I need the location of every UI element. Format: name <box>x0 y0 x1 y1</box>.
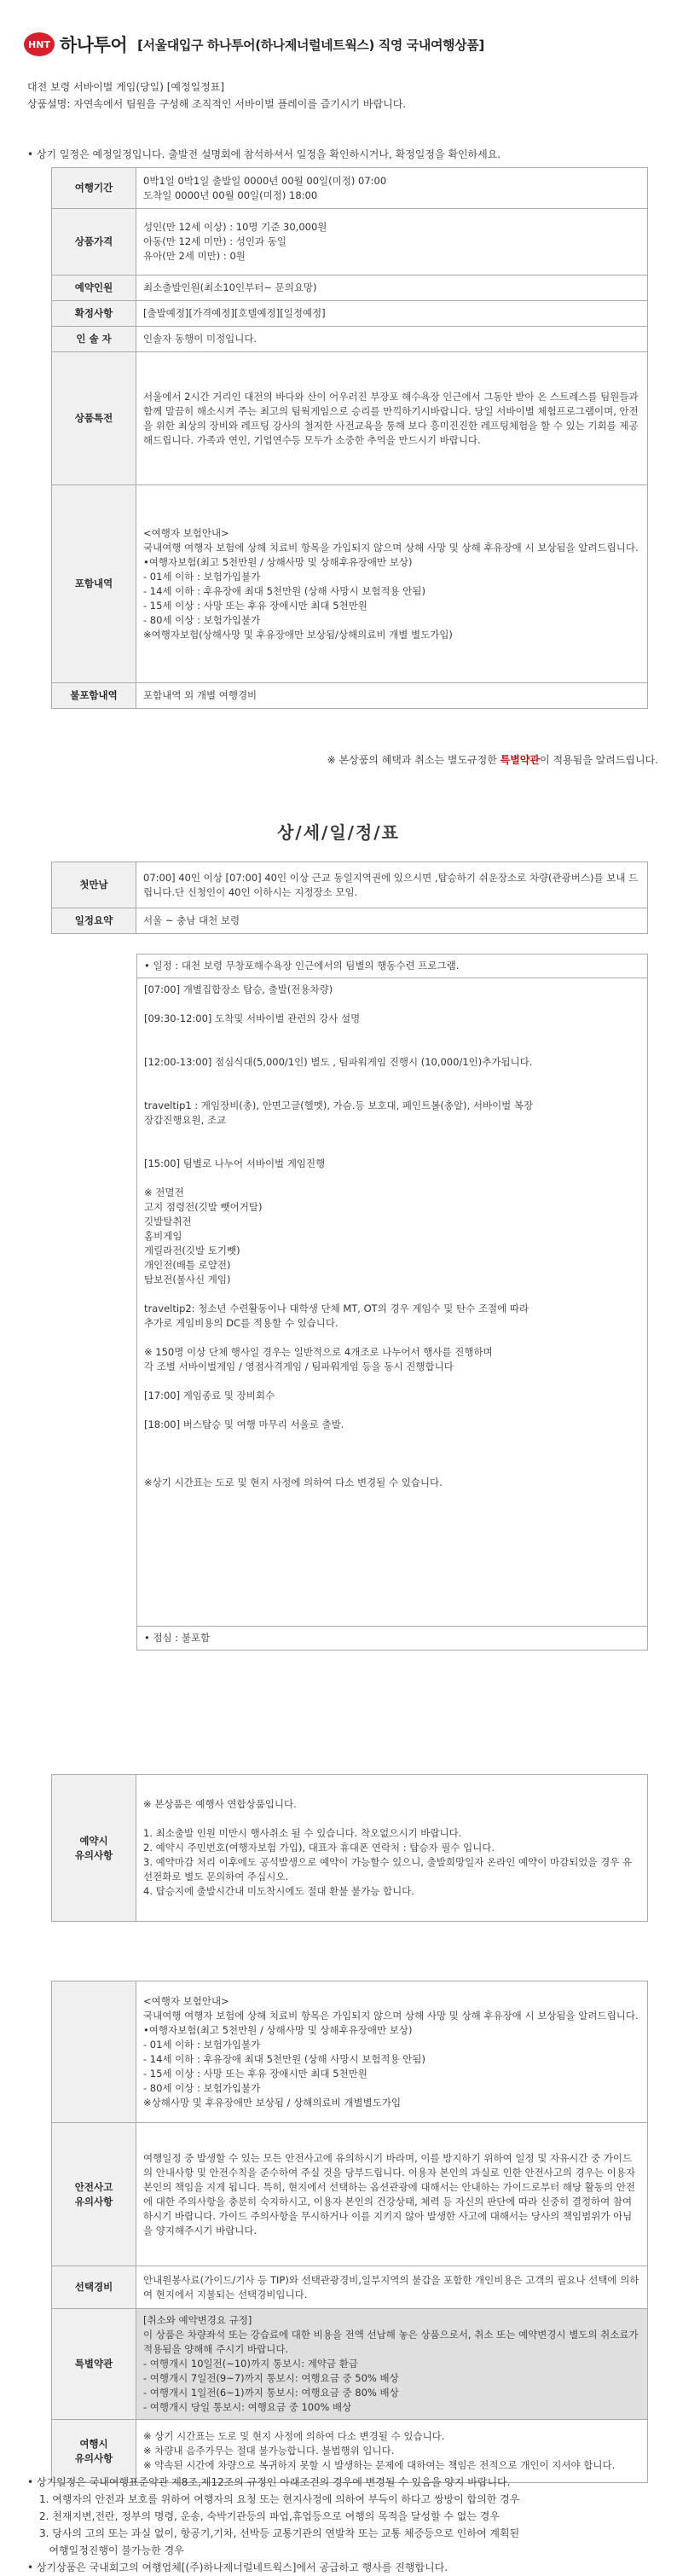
option-value: 안내원봉사료(가이드/기사 등 TIP)와 선택관광경비,일부지역의 불갑을 포함한 개인비용은 고객의 필요나 선택에 의하여 현지에서 지불되는 선택경비입니다. <box>136 2266 648 2309</box>
price-label: 상품가격 <box>52 209 136 276</box>
feature-value: 서울에서 2시간 거리인 대전의 바다와 산이 어우러진 부장포 해수욕장 인근에서 그동안 받아 온 스트레스를 팀원들과 함께 말끔히 해소시켜 주는 최고의 팀웍게임으로 승리를 만끽하기시바랍니다. 당일 서바이벌 체험프로그램이며, 안전을 위한 최상의 장비와 레프팅 강사의 철저한 사전교육을 통해 보다 흥미진진한 레프팅체험을 할 수 있는 기회를 제공해드립니다. 가족과 연인, 기업연수등 모두가 소중한 추억을 만드시기 바랍니다. <box>136 352 648 485</box>
reservation-notes-value: ※ 본상품은 예행사 연합상품입니다. 1. 최소출발 인원 미만시 행사취소 될 수 있습니다. 착오없으시기 바랍니다. 2. 예약시 주민번호(여행자보험 가입), 대표자 휴대폰 연락처 : 탑승자 필수 입니다. 3. 예약마감 처리 이후에도 공석발생으로 예약이 가능할수 있으니, 출발희망일자 온라인 예약이 마감되었을 경우 유선전화로 별도 문의하여 주십시오. 4. 탑승지에 출발시간내 미도착시에도 절대 환불 불가능 합니다. <box>136 1775 648 1922</box>
footer-line-1: • 상기일정은 국내여행표준약관 제8조,제12조의 규정인 아래조건의 경우에 변경될 수 있음을 양지 바랍니다. <box>27 2476 511 2488</box>
exclude-label: 불포함내역 <box>52 683 136 709</box>
info-table <box>51 167 648 709</box>
schedule-header: • 일정 : 대천 보령 무창포해수욕장 인근에서의 팀별의 행동수련 프로그램. <box>137 954 648 978</box>
hnt-logo[interactable]: HNT <box>24 32 55 56</box>
confirm-value: [출발예정][가격예정][호텔예정][일정예정] <box>136 301 648 327</box>
special-terms-highlight[interactable]: 특별약관 <box>500 754 541 766</box>
include-label: 포함내역 <box>52 485 136 683</box>
product-intro <box>27 78 650 113</box>
summary-label: 일정요약 <box>52 908 136 934</box>
include-value: <여행자 보험안내> 국내여행 여행자 보험에 상해 치료비 항목을 가입되지 않으며 상해 사망 및 상해 후유장애 시 보상됨을 알려드립니다. •여행자보험(최고 5천만원 / 상해사망 및 상해후유장애만 보상) - 01세 이하 : 보험가입불가 - 14세 이하 : 후유장애 최대 5천만원 (상해 사망시 보험적용 안됨) - 15세 이상 : 사망 또는 후유 장애시만 최대 5천만원 - 80세 이상 : 보험가입불가 ※여행자보험(상해사망 및 후유장애만 보상됨/상해의료비 개별 별도가입) <box>136 485 648 683</box>
period-value: 0박1일 0박1일 출발일 0000년 00월 00일(미정) 07:00 도착일 0000년 00월 00일(미정) 18:00 <box>136 168 648 209</box>
brand-name[interactable]: 하나투어 <box>60 35 128 55</box>
meal-info: • 점심 : 불포함 <box>137 1627 648 1651</box>
exclude-value: 포함내역 외 개별 여행경비 <box>136 683 648 709</box>
trip-notes-label: 여행시 유의사항 <box>52 2420 136 2483</box>
reservation-value: 최소출발인원(최소10인부터~ 문의요망) <box>136 276 648 301</box>
detail-schedule-title: 상/세/일/정/표 <box>277 822 400 843</box>
terms-table <box>51 1981 648 2483</box>
insurance-value: <여행자 보험안내> 국내여행 여행자 보험에 상해 치료비 항목은 가입되지 않으며 상해 사망 및 상해 후유장애 시 보상됨을 알려드립니다. •여행자보험(최고 5천만원 / 상해사망 및 상해후유장애만 보상) - 01세 이하 : 보험가입불가 - 14세 이하 : 후유장애 최대 5천만원 (상해 사망시 보험적용 안됨) - 15세 이상 : 사망 또는 후유 장애시만 최대 5천만원 - 80세 이상 : 보험가입불가 ※상해사망 및 후유장애만 보상됨 / 상해의료비 개별별도가입 <box>136 1981 648 2123</box>
meet-label: 첫만남 <box>52 862 136 908</box>
footer-line-4: 3. 당사의 고의 또는 과실 없이, 항공기,기차, 선박등 교통기관의 연발착 또는 교통 체증등으로 인하여 계획된 <box>39 2527 520 2539</box>
period-label: 여행기간 <box>52 168 136 209</box>
special-terms-note <box>27 752 658 767</box>
footer-notes <box>27 2474 658 2576</box>
footer-line-3: 2. 천재지변,전란, 정부의 명령, 운송, 숙박기관등의 파업,휴업등으로 여행의 목적을 달성할 수 없는 경우 <box>39 2510 500 2522</box>
price-value: 성인(만 12세 이상) : 10명 기준 30,000원 아동(만 12세 미만) : 성인과 동일 유아(만 2세 미만) : 0원 <box>136 209 648 276</box>
schedule-table <box>136 954 648 1651</box>
header <box>24 27 484 61</box>
page-title: [서울대입구 하나투어(하나제너럴네트웍스) 직영 국내여행상품] <box>137 37 484 53</box>
intro-line-1: 대전 보령 서바이벌 게임(당일) [예정일정표] <box>27 81 225 93</box>
special-note-prefix: ※ 본상품의 혜택과 취소는 별도규정한 <box>327 754 501 766</box>
trip-notes-value: ※ 상기 시간표는 도로 및 현지 사정에 의하여 다소 변경될 수 있습니다. ※ 차량내 음주가무는 절대 불가능합니다. 불법행위 입니다. ※ 약속된 시간에 차량으로 복귀하지 못할 시 발생하는 문제에 대하여는 책임은 전적으로 개인이 지셔야 합니다. <box>136 2420 648 2483</box>
guide-value: 인솔자 동행이 미정입니다. <box>136 327 648 352</box>
insurance-label <box>52 1981 136 2123</box>
safety-value: 여행일정 중 발생할 수 있는 모든 안전사고에 유의하시기 바라며, 이를 방지하기 위하여 일정 및 자유시간 중 가이드의 안내사항 및 안전수칙을 준수하여 주실 것을 당부드립니다. 이용자 본인의 과실로 인한 안전사고의 경우는 이용자 본인의 책임을 지게 됩니다. 특히, 현지에서 선택하는 옵션관광에 대해서는 안내하는 가이드로부터 해당 활동의 안전에 대한 주의사항을 충분히 숙지하시고, 이용자 본인의 건강상태, 체력 등 자신의 판단에 따라 신중히 결정하여 참여하시기 바랍니다. 가이드 주의사항을 무시하거나 이를 지키지 않아 발생한 사고에 대해서는 당사의 책임범위가 아님을 양지해주시기 바랍니다. <box>136 2123 648 2266</box>
summary-value: 서울 ~ 충남 대천 보령 <box>136 908 648 934</box>
feature-label: 상품특전 <box>52 352 136 485</box>
safety-label: 안전사고 유의사항 <box>52 2123 136 2266</box>
reservation-notes-label: 예약시 유의사항 <box>52 1775 136 1922</box>
special-note-suffix: 이 적용됨을 알려드립니다. <box>540 754 658 766</box>
footer-line-5: 여행일정진행이 불가능한 경우 <box>39 2544 184 2556</box>
schedule-body: [07:00] 개별집합장소 탑승, 출발(전용차량) [09:30-12:00] 도착및 서바이벌 관련의 강사 설명 [12:00-13:00] 점심식대(5,000/1인) 별도 , 팀파워게임 진행시 (10,000/1인)추가됩니다. traveltip1 : 게임장비(총), 안면고글(헬멧), 가슴.등 보호대, 페인트볼(총알), 서바이벌 복장 장갑진행요원, 조교 [15:00] 팀별로 나누어 서바이벌 게임진행 ※ 전멸전 고지 점령전(깃발 뺏어거탈) 깃발탈취전 홈비게임 게릴라전(깃발 토기뺏) 개인전(배틀 로얄전) 탐보전(불사신 게임) traveltip2: 청소년 수련활동이나 대학생 단체 MT, OT의 경우 게임수 및 탄수 조절에 따라 추가로 게임비용의 DC를 적용할 수 있습니다. ※ 150명 이상 단체 행사일 경우는 일반적으로 4개조로 나누어서 행사를 진행하며 각 조별 서바이벌게임 / 영점사격게임 / 팀파워게임 등을 동시 진행합니다 [17:00] 게임종료 및 장비회수 [18:00] 버스탑승 및 여행 마무리 서울로 출발. ※상기 시간표는 도로 및 현지 사정에 의하여 다소 변경될 수 있습니다. <box>137 978 648 1627</box>
reservation-table <box>51 1774 648 1922</box>
terms-value: [취소와 예약변경요 규정] 이 상품은 차량좌석 또는 강습료에 대한 비용을 전액 선납해 놓은 상품으로서, 취소 또는 예약변경시 별도의 취소료가 적용됨을 양해해 주시기 바랍니다. - 여행개시 10일전(~10)까지 통보시: 계약금 환급 - 여행개시 7일전(9~7)까지 통보시: 여행요금 중 50% 배상 - 여행개시 1일전(6~1)까지 통보시: 여행요금 중 80% 배상 - 여행개시 당일 통보시: 여행요금 중 100% 배상 <box>136 2309 648 2420</box>
meet-table <box>51 862 648 934</box>
schedule-notice: • 상기 일정은 예정일정입니다. 출발전 설명회에 참석하셔서 일정을 확인하시거나, 확정일정을 확인하세요. <box>27 148 501 160</box>
reservation-label: 예약인원 <box>52 276 136 301</box>
guide-label: 인 솔 자 <box>52 327 136 352</box>
confirm-label: 확정사항 <box>52 301 136 327</box>
meet-value: 07:00] 40인 이상 [07:00] 40인 이상 근교 동일지역권에 있으시면 ,탑승하기 쉬운장소로 차량(관광버스)를 보내 드립니다.단 신청인이 40인 이하시는 지정장소 모임. <box>136 862 648 908</box>
terms-label: 특별약관 <box>52 2309 136 2420</box>
footer-line-6: • 상기상품은 국내회고의 여행업체[(주)하나제너럴네트웍스]에서 공급하고 행사를 진행합니다. <box>27 2561 448 2573</box>
footer-line-2: 1. 여행자의 안전과 보호를 위하여 여행자의 요청 또는 현지사정에 의하여 부득이 하다고 쌍방이 합의한 경우 <box>39 2493 520 2505</box>
option-label: 선택경비 <box>52 2266 136 2309</box>
intro-line-2: 상품설명: 자연속에서 팀원을 구성해 조직적인 서바이벌 플레이를 즐기시기 바랍니다. <box>27 98 407 110</box>
